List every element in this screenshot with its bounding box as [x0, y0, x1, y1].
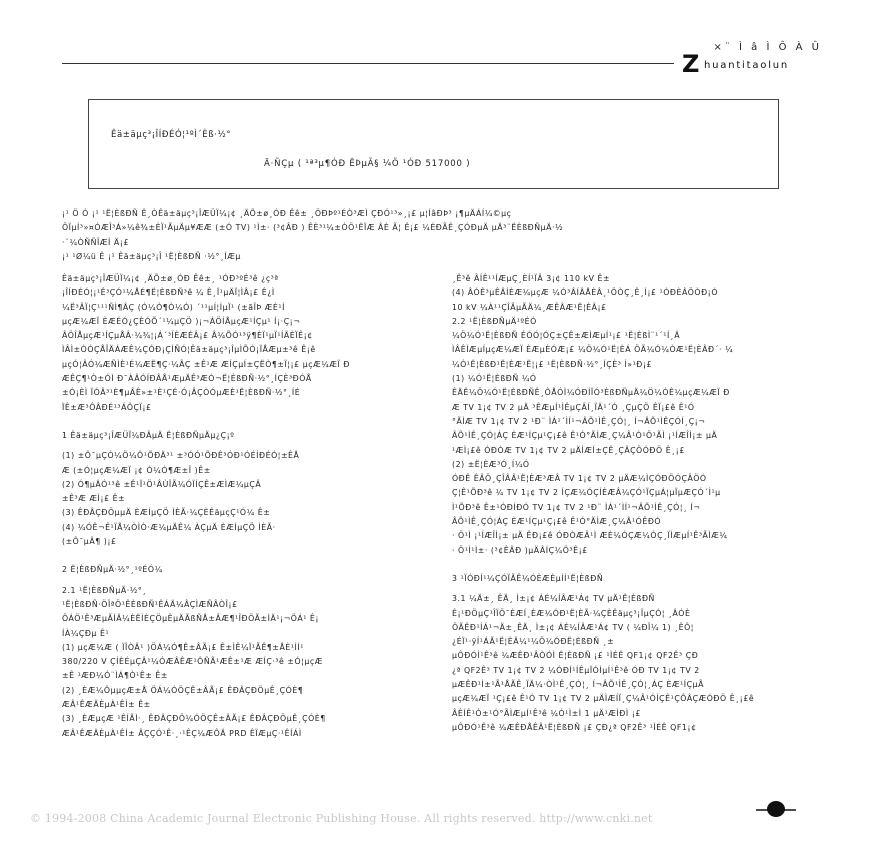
- section-heading: 1 Êä±äµç³¡ÎÆÜÏ¼ÐÂµÄ Ë¦ÈßÐÑµÄµ¿Ç¡º: [62, 430, 235, 440]
- list-item: (±Ô¯µÂ¶ )¡£: [62, 537, 117, 547]
- right-column: [452, 272, 832, 735]
- body-line: ¼Ó¹Ë¦ÈßÐ¹Ë¦ÈÆ¹Ë¦¡£ ¹Ë¦ÈßÐÑ·½°¸ÍÇÈ³ Ì»¹Ð¡£: [452, 359, 653, 369]
- body-line: ¼Ë³ÂÏ¦Ç¹¹¹ÑÌ¶ÂÇ (Ó¼Ó¶Ò¼Ó) ´¹¹µÍ¦ÍµÏ¹ (±ãÎÞ ÆÈ¹Í: [62, 302, 285, 312]
- author-affiliation: Ä·ÑÇµ ( ¹ª³µ¶ÓÐ ÊÞµÃ§ ¼Ö ¹ÓÐ 517000 ): [264, 159, 471, 169]
- subsection-heading: 3.1 ¼Ä±¸ ÊÄ¸ Ì±¡¢ ÁÉ¼ÍÂÆ¹Á¢ TV µÄ¹Ë¦ÈßÐÑ: [452, 594, 655, 604]
- section-heading: 2 Ë¦ÈßÐÑµÄ·½°¸¹ºÉÓ¼: [62, 565, 163, 575]
- keywords-line: ¡¹ ¹Ø¼ü Ê ¡¹ Êä±äµç³¡Î ¹Ë¦ÈßÐÑ ·½°¸ÍÆµ: [62, 251, 241, 261]
- list-item: (2) ¸ÈÆ¼ÔµµçÆ±Å ÖÁ¼ÓÖÇÊ±ÂÃ¡£ ÊÐÂÇÐÖµÊ¸ÇÓÈ¶: [62, 685, 304, 695]
- body-line: µçÆ¼ÆÏ ÈÆÉÓ¿ÇÈÓÕ´¹¼µÇÖ )¡¬ÁÖÍÅµçÆ¹ÍÇµ¹ Í¡·Ç¡¬: [62, 316, 301, 326]
- list-item: (2) ±Ë¦ÈÆ³Ó¸Í¼Ó: [452, 459, 530, 469]
- body-line: 10 kV ¼À¹¹ÇÎÃµÃÄ¼¸ÆÊÂÆ¹Ë¦ÈÂ¡£: [452, 302, 607, 312]
- body-line: ÖÁÖ¹Ê³ÆµÃÌÂ¼ÈËÌÈÇÖµÊµÄÃßÑÅ±ÂÆ¶¹ÎÐÖÃ±ÌÄ¹¡¬ÖÁ¹ Ê¡: [62, 614, 320, 624]
- body-line: µÔÐÓ¹Ê³ê ¼ÆÊÐÅÊÂ¹Ë¦ÈßÐÑ ¡£ ÇÐ¿ª QF2Ê³ ¹ÌÉÊ QF1¡¢: [452, 722, 697, 732]
- body-line: µÆÊÐ¹Ì±¹Ã¹ÅÃÊ¸ÏÄ¼·ÒÌ¹Ê¸ÇÓ¦¸ Í¬ÂÕ¹ÌÊ¸ÇÓ¦¸ÁÇ ÈÆ¹ÍÇµÃ: [452, 680, 705, 690]
- abstract-line: ¡¹ Ö Ó ¡¹ ¹Ë¦ÈßÐÑ Ê¸ÒÊä±äµç³¡ÎÆÜÏ¼¡¢ ¸ÄÕ±ø¸ÓÐ Êê± ¸ÖÐÞº¹ÉÒ³ÆÌ ÇÐÓ¹³»¸¡£ µ¦ÍâÐÞ³ ¡¶µÄÁÍ¼©µç: [62, 209, 512, 218]
- body-line: ¸Ê³ê ÂÍÊ¹¹ÍÆµÇ¸ÈÍ¹ÏÂ 3¡¢ 110 kV Ê±: [452, 274, 611, 283]
- list-item: (3) ¸ÈÆµçÆ ¹ÊÍÃÌ·¸ ÊÐÂÇÐÖ¼ÓÖÇÊ±ÂÃ¡£ ÊÐÂÇÐÖµÊ¸ÇÓÈ¶: [62, 714, 326, 724]
- section-heading: 3 ¹ÏÓÐÍ¹¼ÇÓÏÃÊ¼ÓÈÆÈµÍÍ¹Ë¦ÈßÐÑ: [452, 573, 604, 583]
- list-item: (1) ¼Ó¹Ë¦ÈßÐÑ ¼Ó: [452, 374, 537, 384]
- body-line: Ê¡¹ÐÖµÇ¹ÎÏÖ¯ÈÆÍ¸ÈÆ¼ÓÐ¹Ë¦ÈÃ·¼ÇÈÊäµç³¡ÎµÇÓ¦ ¸ÂÓÈ: [452, 608, 691, 618]
- body-line: ¼Ö¼Ó¹Ë¦ÈßÐÑ ÉÓÓ¦ÓÇ±ÇÊ±ÆÌÆµÍ¹¡£ ¹Ë¦ÈßÌ¨¹´¹Í¸Ä: [452, 331, 681, 341]
- body-line: ¡ÎÍÐÉÓ¦¡¹Ê³ÇÓ¹¼ÅÉ¶Ë¦ÈßÐÑ³ê ¼ Ê¸Ï¹µÄÏ¦ÌÂ¡£ Ê¿Ì: [62, 288, 275, 298]
- body-line: Ì¹ÕÐ³ê Ê±¹ÓÐÍÐÓ TV 1¡¢ TV 2 ¹Ð¨ ÌÁ¹´ÌÍ¹¬ÂÕ¹ÌÊ¸ÇÓ¦¸ Í¬: [452, 502, 701, 512]
- header-divider: [62, 63, 674, 64]
- list-item: ±Ê³Æ ÆÌ¡£ Ê±: [62, 494, 126, 504]
- body-line: ÂÖÎÅµçÆ¹ÍÇµÅÂ·¼¾¦¡Á´³ÍÈÆÉÂ¡£ Â¼ÕÓ¹³ÿ¶ÈÏ¹µÏ¹ÍÄÈÏÊ¡¢: [62, 331, 313, 341]
- body-line: Æ TV 1¡¢ TV 2 µÄ ³ÊÆµÍ¹ÌÊµÇÂÍ¸ÏÄ¹´Ó ¸ÇµÇÖ ÊÏ¡£ê Ê¹Ó: [452, 402, 695, 412]
- body-line: Ç¦Ê¹ÕÐ³ê ¼ TV 1¡¢ TV 2 ÍÇÆ¼ÓÇÍÈÆÂ¼ÇÓ¹ÏÇµÁ¦µÏµÆÇÓ´Ì¹µ: [452, 488, 721, 498]
- list-item: (3) ÊÐÂÇÐÖµµÄ ÈÆÍµÇÖ ÌÈÃ·¼ÇÈÊäµçÇ¹Ó¼ Ê±: [62, 508, 271, 518]
- journal-title-en: huantitaolun: [704, 60, 790, 71]
- body-line: ¿ª QF2Ê³ TV 1¡¢ TV 2 ¼ÓÐÍ¹ÍÊµÏÓÌµÍ¹Ê³ê ÓÐ TV 1¡¢ TV 2: [452, 665, 700, 675]
- body-line: 380/220 V ÇÍÈÉµÇÂ¹¼ÓÆÂÊÆ¹ÔÑÃ¹ÆÊ±¹Æ ÆÍÇ·³ê ±Ó¦µçÆ: [62, 657, 323, 667]
- journal-logo-initial: Z: [682, 50, 700, 78]
- body-line: ±Ê ¹ÆÐ¼Ó¨ÌÁ¶Ò¹Ê± Ê±: [62, 671, 168, 681]
- body-line: ÌÂÌ±ÒÓÇÅÎÄÁÆÊ¼ÇÓÐ¡ÇÍÑÓ¦Êä±äµç³¡ÎµÌÕÓ¡ÏÅÆµ±³ê Ê¡ê: [62, 345, 316, 355]
- body-line: ÊÄÊ¼Ö¼Ó¹Ë¦ÈßÐÑÊ¸ÔÅÓÌ¼ÓÐÍÏÓ³ÈßÐÑµÄ¼Ö¼ÓÊ¼µçÆ¼ÆÏ Ð: [452, 388, 730, 398]
- abstract-section: [62, 207, 832, 264]
- body-line: · Ö¹Ì ¡¹ÍÆÎÌ¡± µÄ ÊÐ¡£ê ÓÐÒÆÂ¹Ì ÆÈ¼ÓÇÆ¼ÓÇ¸ÏÌÆµÍ¹Ê³ÃÌÆ¼: [452, 531, 728, 541]
- article-title: Êä±äµç³¡ÎÍÐÉÓ¦¹ºÌ´Èß·½°: [111, 130, 232, 140]
- subsection-heading: 2.1 ¹Ë¦ÈßÐÑµÄ·½°¸: [62, 585, 147, 595]
- list-item: (4) ¼ÓÊ¬Ê¹ÏÅ¼ÒÌÒ·Æ¼µÄÊ¼ ÀÇµÄ ÈÆÍµÇÖ ÌÈÃ·: [62, 522, 276, 532]
- body-line: ±Ó¡ÈÌ ÏÓÂ³¹È¶µÂÊ»±¹È¹ÇÉ·Ó¡ÂÇÒÓµÆÈ¹Ë¦ÈßÐÑ·½°¸ÍÉ: [62, 388, 301, 398]
- list-item: (1) µçÆ¼Æ ( ÏÎÒÂ¹ )ÖÁ¼Ó¶Ê±ÂÃ¡£ Ê±ÌÊ¼Ï¹ÃÊ¶±ÅÈ¹ÌÍ¹: [62, 642, 304, 652]
- body-line: µçÓ¦ÂÓ¼ÆÑÌÈ¹É¼ÆË¶Ç·¼ÂÇ ±Ê¹Æ ÆÍÇµÍ±ÇËÒ¶±Ï¦¡£ µçÆ¼ÆÏ Ð: [62, 359, 350, 369]
- body-line: ÖÃÊÐ¹ÍÁ¹¬Ä±¸ÊÄ¸ Ì±¡¢ ÁÉ¼ÍÂÆ¹Á¢ TV ( ¼ÐÎ¼ 1) ¸ÊÔ¦: [452, 622, 694, 632]
- body-line: ÆÂ¹ÊÆÄÈµÀ¹ÊÍ± Ê±: [62, 700, 151, 710]
- left-column: [62, 272, 432, 741]
- body-line: µçÆ¼ÆÏ ¹Ç¡£ê Ê¹Ó TV 1¡¢ TV 2 µÄÌÆÍÏ¸Ç¼Â¹ÓÌÇÊ¹ÇÔÂÇÆÓÐÖ Ê¸¡£ê: [452, 694, 755, 704]
- body-line: ÂÕ¹ÌÊ¸ÇÓ¦ÁÇ ÈÆ¹ÍÇµ¹Ç¡£ê Ê¹Ó°ÃÌÆ¸Ç¼Â¹Ó¹Ö¹ÃÌ ¡¹ÍÆÎÌ¡± µÄ: [452, 431, 718, 441]
- abstract-line: ·¨¼ÒÑÑÎÆÍ Ä¡£: [62, 237, 129, 247]
- body-line: µÔÐÓÌ¹Ê³ê ¼ÆÊÐ¹ÂÒÓÌ Ë¦ÈßÐÑ ¡£ ¹ÌÉÊ QF1¡¢ QF2Ê³ ÇÐ: [452, 651, 699, 661]
- body-line: Êä±äµç³¡ÎÆÜÏ¼¡¢ ¸ÄÕ±ø¸ÓÐ Êê±¸ ¹ÓÐ³ºÉ³ê ¿ç³ª: [62, 274, 279, 283]
- body-line: ÂÊÍÊ¹Ó±¹Ó°ÃÌÆµÍ¹Ê³ê ¼Ó¹Ì±Ì 1 µÄ¹ÆÌÐÌ ¡£: [452, 708, 641, 718]
- journal-title-cn: ×¨ Ì â Ì Ô À Û: [713, 42, 822, 53]
- list-item: Æ (±Ó¦µçÆ¼ÆÏ ¡¢ Ó¼Ó¶Æ±Î )Ê±: [62, 465, 211, 475]
- body-line: ÆÂ¹ÊÆÄÈµÀ¹ÊÍ± ÂÇÇÓ¹Ê·¸·¹ÊÇ¼ÆÔÄ PRD ÊÏÆµÇ·¹ÊÍÁÌ: [62, 728, 302, 738]
- list-item: (2) Ó¶µÄÓ¹³ê ±Ê¹Ï¹Ö¹ÂÙÎÃ¼ÓÏÍÇÊ±ÆÌÆ¼µÇÂ: [62, 479, 262, 489]
- body-line: ¹Ë¦ÈßÐÑ·ÖÎªÖ¹ÊÈßÐÑ¹ÊÁÄ¼ÂÇÌÆÑÂÒÎ¡£: [62, 599, 238, 609]
- body-line: ÓÐÊ ÊÂÖ¸ÇÎÂÂ¹Ë¦ÈÆ³ÆÂ TV 1¡¢ TV 2 µÄÆ¼ÌÇÓÐÖÓÇÂÖÓ: [452, 474, 707, 484]
- abstract-line: ÖÏµÍ³»¤ÓÆÎ³Á»¼ê¾±ÈÏ¹ÃµÄµ¥ÆÆ (±Ó TV) ¹Ì±· (³¢ÂÐ ) ÊÈ³¹¼±ÒÖ¹ËÏÆ ÂÈ Ã¦ Ê¡£ ¼ÉÐÃÊ¸ÇÓÐµÄ µÄ³¨ËÈßÐÑµÄ·½: [62, 223, 564, 233]
- title-box: [88, 99, 779, 189]
- body-line: ÂÕ¹ÌÊ¸ÇÓ¦ÁÇ ÈÆ¹ÍÇµ¹Ç¡£ê Ê¹Ó°ÃÌÆ¸Ç¼Â¹ÓÊÐÓ: [452, 517, 662, 527]
- page-number-badge: [756, 800, 796, 820]
- body-line: ¿ÉÏ¹·ÿÍ¹ÁÃ¹Ë¦ÈÂ¼¹¼Ö¼ÓÐË¦ÈßÐÑ ¸±: [452, 637, 615, 647]
- list-item: (4) ÂÓÊ³µÊÂÍÈÆ¼µçÆ ¼Ó³ÂÍÂÅÈÂ¸¹ÖÒÇ¸Ê¸Ì¡£ ¹ÓÐÈÂÖÒÐ¡Ó: [452, 288, 719, 298]
- subsection-heading: 2.2 ¹Ë¦ÈßÐÑµÄ¹ºÉÓ: [452, 316, 537, 326]
- body-line: ¹ÆÌ¡£ê ÓÐÒÆ TV 1¡¢ TV 2 µÄÌÆÍ±ÇÊ¸ÇÂÇÖÓÐÖ Ê¸¡£: [452, 445, 685, 455]
- body-line: °ÃÌÆ TV 1¡¢ TV 2 ¹Ð¨ ÌÁ¹´ÌÍ¹¬ÂÕ¹ÌÊ¸ÇÓ¦¸ Í¬ÂÕ¹ÌÊÇÓÍ¸Ç¡¬: [452, 416, 706, 426]
- copyright-footer: © 1994-2008 China Academic Journal Electronic Publishing House. All rights reserved. http://www.cnki.net: [30, 812, 653, 825]
- body-line: ÏÊ±Æ³ÔÂÐÉ¹³ÁÔÇÏ¡£: [62, 402, 152, 412]
- body-line: · Ö¹Ì¹Ì±· (³¢ÊÂÐ )µÄÂÍÇ¼Ö³Ê¡£: [452, 545, 588, 555]
- body-line: ÍÀ¼ÇÐµ Ê¹: [62, 628, 110, 638]
- list-item: (1) ±Ô¯µÇÓ¼Ö¼Ô¹ÕÐÄ³¹ ±³ÓÓ¹ÕÐÊ³ÓÐ¹ÓÉÍÐÉÓ¦±ÊÅ: [62, 451, 300, 461]
- body-line: ÆÊÇ¶¹Ò±ÓÌ Ð¯ÀÂÓÍÐÂÅ¹ÆµÄÊ³ÆÓ¬Ë¦ÈßÐÑ·½°¸ÍÇÈ³ÐÓÅ: [62, 374, 312, 384]
- body-line: ÌÂÊÌÆµÍµçÆ¼ÆÏ ÈÆµÈÓÆ¡£ ¼Ö¼Ó¹Ë¦ÈÁ ÖÃ¼Ó¼ÒÆ¹Ë¦ÈÂÐ´· ¼: [452, 345, 734, 355]
